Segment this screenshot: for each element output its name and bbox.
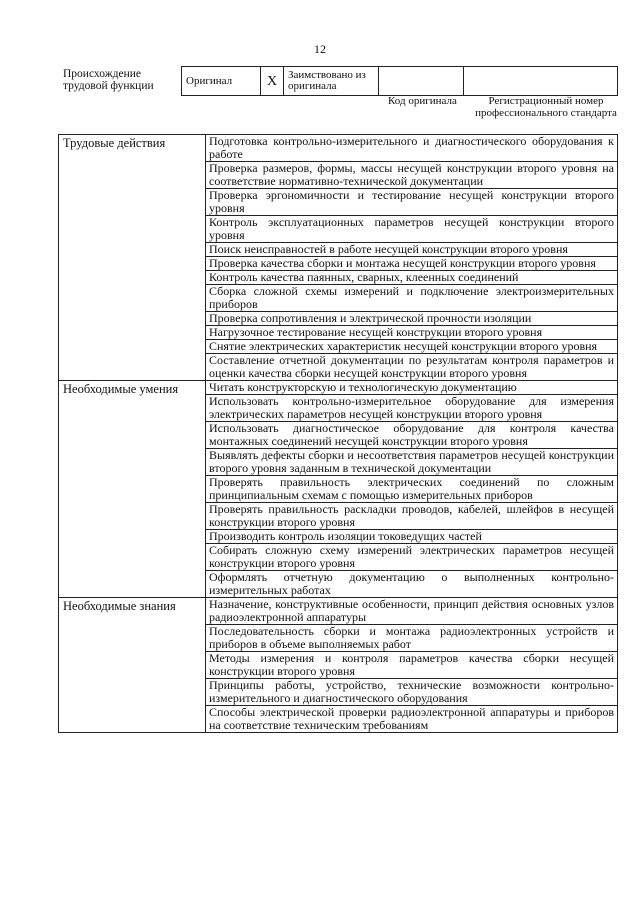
table-row	[59, 135, 618, 162]
table-cell: Использовать диагностическое оборудование для контроля качества монтажных соединений несущей конструкции второго уровня	[206, 422, 618, 449]
page-number: 12	[314, 42, 326, 56]
table-cell: Контроль эксплуатационных параметров несущей конструкции второго уровня	[206, 216, 618, 243]
borrowed-cell: Заимствовано из оригинала	[284, 67, 379, 96]
section-title: Необходимые умения	[59, 381, 206, 598]
table-cell: Проверка размеров, формы, массы несущей конструкции второго уровня на соответствие нормативно-технической документации	[206, 162, 618, 189]
table-cell: Проверка качества сборки и монтажа несущей конструкции второго уровня	[206, 257, 618, 271]
table-cell: Последовательность сборки и монтажа радиоэлектронных устройств и приборов в объеме выполняемых работ	[206, 625, 618, 652]
table-cell: Подготовка контрольно-измерительного и диагностического оборудования к работе	[206, 135, 618, 162]
table-row	[59, 381, 618, 395]
function-table	[58, 134, 618, 733]
registration-number-cell	[464, 67, 618, 96]
table-cell: Проверка эргономичности и тестирование несущей конструкции второго уровня	[206, 189, 618, 216]
table-cell: Проверять правильность раскладки проводов, кабелей, шлейфов в несущей конструкции второго уровня	[206, 503, 618, 530]
section-title: Трудовые действия	[59, 135, 206, 381]
table-cell: Контроль качества паянных, сварных, клеенных соединений	[206, 271, 618, 285]
table-cell: Принципы работы, устройство, технические возможности контрольно-измерительного и диагностического оборудования	[206, 679, 618, 706]
registration-caption: Регистрационный номер профессионального стандарта	[475, 95, 617, 119]
table-cell: Проверять правильность электрических соединений по сложным принципиальным схемам с помощью измерительных приборов	[206, 476, 618, 503]
table-cell: Сборка сложной схемы измерений и подключение электроизмерительных приборов	[206, 285, 618, 312]
original-mark: X	[261, 67, 284, 96]
table-cell: Снятие электрических характеристик несущей конструкции второго уровня	[206, 340, 618, 354]
table-cell: Собирать сложную схему измерений электрических параметров несущей конструкции второго уровня	[206, 544, 618, 571]
code-caption: Код оригинала	[388, 95, 457, 107]
table-cell: Назначение, конструктивные особенности, принцип действия основных узлов радиоэлектронной аппаратуры	[206, 598, 618, 625]
table-cell: Методы измерения и контроля параметров качества сборки несущей конструкции второго уровня	[206, 652, 618, 679]
table-cell: Нагрузочное тестирование несущей конструкции второго уровня	[206, 326, 618, 340]
original-code-cell	[379, 67, 464, 96]
table-cell: Использовать контрольно-измерительное оборудование для измерения электрических параметров несущей конструкции второго уровня	[206, 395, 618, 422]
origin-label: Происхождение трудовой функции	[63, 68, 154, 92]
table-cell: Способы электрической проверки радиоэлектронной аппаратуры и приборов на соответствие техническим требованиям	[206, 706, 618, 733]
table-cell: Читать конструкторскую и технологическую документацию	[206, 381, 618, 395]
table-cell: Проверка сопротивления и электрической прочности изоляции	[206, 312, 618, 326]
table-cell: Выявлять дефекты сборки и несоответствия параметров несущей конструкции второго уровня заданным в технической документации	[206, 449, 618, 476]
table-cell: Оформлять отчетную документацию о выполненных контрольно-измерительных работах	[206, 571, 618, 598]
table-cell: Поиск неисправностей в работе несущей конструкции второго уровня	[206, 243, 618, 257]
origin-table	[181, 66, 618, 96]
section-title: Необходимые знания	[59, 598, 206, 733]
table-row	[59, 598, 618, 625]
table-cell: Составление отчетной документации по результатам контроля параметров и оценки качества сборки несущей конструкции второго уровня	[206, 354, 618, 381]
original-cell: Оригинал	[182, 67, 261, 96]
table-cell: Производить контроль изоляции токоведущих частей	[206, 530, 618, 544]
